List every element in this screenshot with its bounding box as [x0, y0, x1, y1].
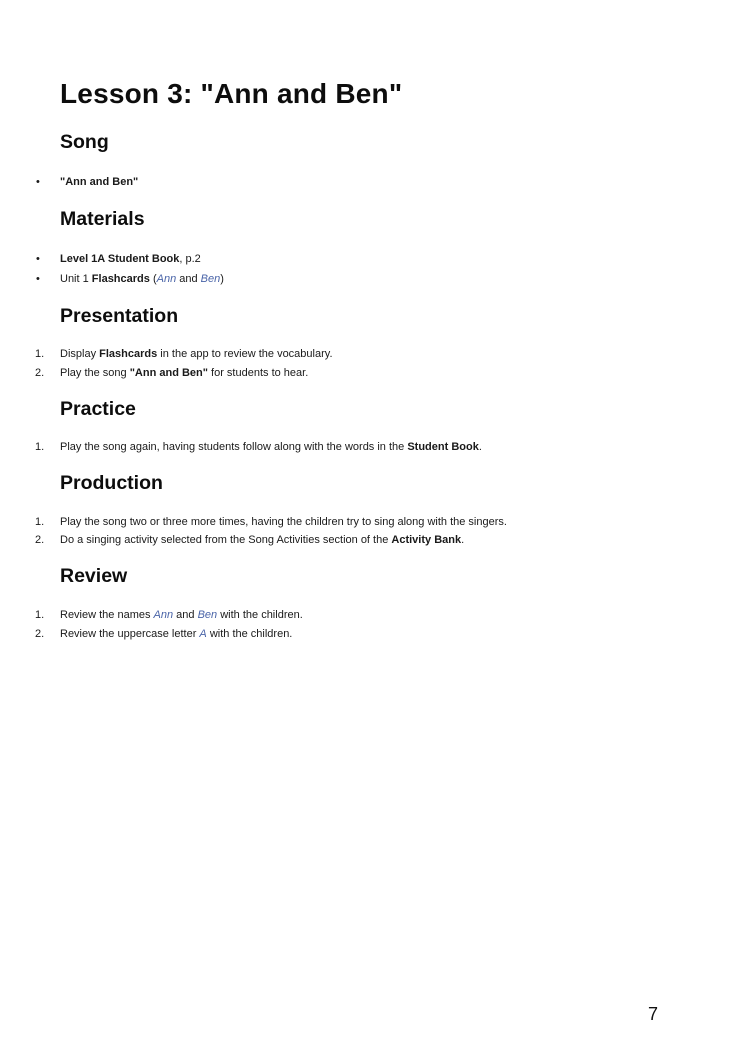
step-bold-text: Flashcards — [99, 348, 158, 360]
review-step-1 — [35, 608, 303, 622]
song-heading: Song — [60, 131, 109, 153]
bullet-marker: • — [36, 176, 40, 188]
material-bold-text: Level 1A Student Book — [60, 253, 180, 265]
name-ann: Ann — [153, 609, 174, 621]
song-item — [36, 175, 139, 189]
production-step-2 — [35, 533, 465, 547]
and-text: and — [176, 273, 201, 285]
step-text: Play the song — [60, 367, 130, 379]
step-bold-text: "Ann and Ben" — [129, 367, 208, 379]
materials-item-flashcards — [36, 272, 224, 286]
name-ben: Ben — [197, 609, 218, 621]
presentation-step-1 — [35, 347, 333, 361]
step-text: Review the names — [60, 609, 154, 621]
bullet-marker: • — [36, 253, 40, 265]
review-heading: Review — [60, 565, 128, 587]
step-text: Do a singing activity selected from the Song Activities section of the — [60, 534, 392, 546]
material-unit-text: Unit 1 — [60, 273, 92, 285]
step-bold-text: Activity Bank — [391, 534, 462, 546]
step-text: . — [478, 441, 482, 453]
step-text: Review the uppercase letter — [60, 628, 200, 640]
step-bold-text: Student Book — [407, 441, 479, 453]
materials-item-student-book — [36, 252, 201, 266]
letter-a: A — [199, 628, 207, 640]
practice-step-1 — [35, 440, 482, 454]
step-text: . — [461, 534, 465, 546]
step-text: Display — [60, 348, 100, 360]
open-paren: ( — [149, 273, 157, 285]
presentation-step-2 — [35, 366, 309, 380]
step-text: with the children. — [206, 628, 293, 640]
step-text: Play the song again, having students follow along with the words in the — [60, 441, 408, 453]
page-number: 7 — [648, 1004, 659, 1024]
number-marker: 2. — [35, 534, 45, 546]
number-marker: 1. — [35, 609, 45, 621]
practice-heading: Practice — [60, 398, 136, 420]
presentation-heading: Presentation — [60, 305, 179, 327]
production-step-1 — [35, 515, 507, 529]
materials-heading: Materials — [60, 208, 145, 230]
name-ann: Ann — [156, 273, 177, 285]
step-text: in the app to review the vocabulary. — [157, 348, 333, 360]
material-flashcards-text: Flashcards — [91, 273, 150, 285]
number-marker: 2. — [35, 367, 45, 379]
and-text: and — [173, 609, 198, 621]
step-text: Play the song two or three more times, having the children try to sing along with the singers. — [60, 516, 507, 528]
name-ben: Ben — [200, 273, 221, 285]
lesson-title: Lesson 3: "Ann and Ben" — [60, 78, 403, 109]
production-heading: Production — [60, 472, 163, 494]
step-text: with the children. — [217, 609, 303, 621]
review-step-2 — [35, 627, 293, 641]
step-text: for students to hear. — [207, 367, 309, 379]
number-marker: 1. — [35, 516, 45, 528]
material-page-text: , p.2 — [179, 253, 201, 265]
bullet-marker: • — [36, 273, 40, 285]
number-marker: 1. — [35, 348, 45, 360]
number-marker: 2. — [35, 628, 45, 640]
number-marker: 1. — [35, 441, 45, 453]
close-paren: ) — [220, 273, 224, 285]
song-title-text: "Ann and Ben" — [60, 176, 139, 188]
